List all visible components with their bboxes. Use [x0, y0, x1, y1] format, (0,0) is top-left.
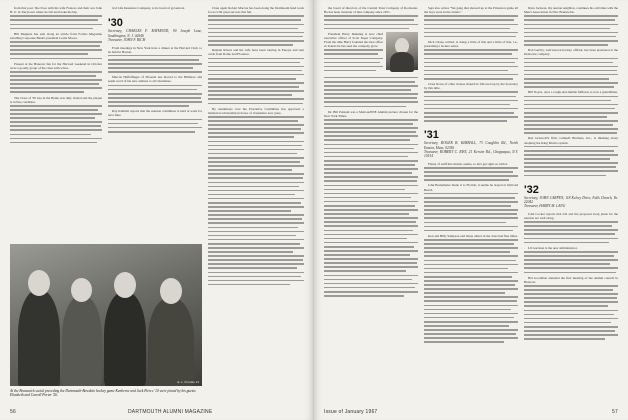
paragraph: Present at the Hanover Inn for the Harvard weekend in October were a goodly group of the class with wives.: [10, 61, 102, 70]
paragraph: John Cocker reports that Lilt and the proposed swap plans for the reunion are well along.: [524, 211, 618, 220]
paragraph: From meetings in New York have a dinner at the Harvard Club, to be held in Boston.: [108, 45, 202, 54]
right-column-1: [324, 6, 418, 406]
class-year-heading: '30: [108, 17, 123, 30]
paragraph: Class Notes of other classes should be followed up by the Secretary by this time.: [424, 82, 518, 91]
paragraph: Hal Goodman attended the first meeting of the alumni council in Hanover.: [524, 275, 618, 284]
paragraph: Ray Kimball reports that the reunion committee is hard at work for next June.: [108, 109, 202, 118]
paragraph: Class agent Robert Marcus has been doing the Dartmouth fund work for us with great success this fall.: [208, 6, 304, 15]
photo-credit: E. L. Kronlan 14: [177, 380, 199, 384]
paragraph: Bob Gerrity, well known hockey official, has been promoted at the Delaware company.: [524, 48, 618, 57]
paragraph: from that post. She lives with his wife Frances and their son John H. Jr. in Tarrytown where he fell and broke his hip.: [10, 6, 102, 15]
secretary-line: Secretary, ROGER B. KIMBALL, 73 Coughlin Rd., North Easton, Mass. 02356: [424, 141, 518, 150]
footer-title: Issue of January 1967: [324, 409, 378, 415]
left-column-1: [10, 6, 102, 236]
paragraph: ical Life Insurance Company, to its board of governors.: [112, 6, 186, 10]
portrait-photo: [386, 32, 418, 70]
class-year-heading: '32: [524, 183, 539, 196]
class-year-heading: '31: [424, 129, 439, 142]
paragraph: Lil Garrison is the new administrator.: [528, 245, 578, 250]
paragraph: By unanimous vote the Executive Committee has approved a memorial scholarship in honor of classmates now gone.: [208, 106, 304, 115]
right-page: [314, 0, 628, 420]
left-column-2: [108, 6, 202, 236]
paragraph: Bill Magness has sent along an article from Forbes Magazine extolling Corporate Bank's president Leslie Moore.: [10, 31, 102, 40]
treasurer-line: Treasurer, JOHN F. RICH: [108, 38, 146, 43]
right-column-3: [524, 6, 618, 406]
treasurer-line: Treasurer, HARRY M. LANG: [524, 204, 566, 209]
page-number: 57: [612, 409, 618, 415]
paragraph: Dave Jackson, my neuron neighbor, continues his activities with the Men's Association in New Brunswick.: [524, 6, 618, 15]
page-number: 56: [10, 409, 16, 415]
paragraph: Plenty of stuff this month, seems, so let's get right on with it.: [428, 161, 509, 166]
paragraph: Ken and Billy Sampson and many others in the class had fine times.: [428, 233, 518, 238]
paragraph: Sept also writes "We gang that showed up at the Princeton game all the boys were in the stands.": [424, 6, 518, 15]
paragraph: The Class of '30 tree in the Bema was duly visited and the plaque is in fine condition.: [10, 95, 102, 104]
secretary-line: Secretary, JOHN CARPEN, 118 Kelsey Drive, Falls Church, Va. 22042: [524, 195, 618, 204]
paragraph: Marcus Heffelfinger of Phoenix has moved to the Biltmore and sends word of his new address to all classmates.: [108, 75, 202, 84]
right-column-2: [424, 6, 518, 406]
paragraph: the board of directors of the Central Trust Company of Rochester. He has been treasurer of that company since 1951.: [324, 6, 418, 15]
group-photo: [10, 244, 202, 386]
paragraph: John Bomemeier made it to Florida, it seems he stayed at Ormond Beach.: [424, 183, 518, 192]
footer-title: DARTMOUTH ALUMNI MAGAZINE: [128, 409, 213, 415]
paragraph: Dick Chase, retired, is doing a little of this and a little of that, i.e., presenting a lecture series.: [424, 39, 518, 49]
treasurer-line: Treasurer, ROBERT C. RIST, 21 Kerwin Rd., Chappaqua, N.Y. 10514: [424, 150, 518, 159]
left-column-3: [208, 6, 304, 406]
paragraph: Red Griswold's firm, Grinnell Brothers, Inc., is thinking about adopting the King Morris system.: [524, 136, 618, 145]
paragraph: President Harry Dunning is now chief executive officer of Scott Paper Company. From the time Harry founded the trust office in Toledo he has seen the company grow.: [324, 31, 383, 49]
paragraph: Bill Noyes, once a rough-and-tumble fullback, is now a grandfather.: [528, 90, 618, 95]
paragraph: Dr. Bill Putnam was a MAGAZINE Alumni picture chosen for the New York Times.: [324, 109, 418, 118]
paragraph: Reuben Rivers and his wife have been touring in Europe and sent cards from Rome and Florence.: [208, 48, 304, 57]
secretary-line: Secretary, CHARLES F. RAYMOND, 90 Joseph Lane, Southington, N. J. 02646: [108, 29, 202, 38]
photo-caption: At the Brunswick social preceding the Dartmouth-Bowdoin hockey game Kenberne and Jack Pierce '14 were joined by his guests Elizabeth and Carroll Porter '26.: [10, 389, 196, 398]
